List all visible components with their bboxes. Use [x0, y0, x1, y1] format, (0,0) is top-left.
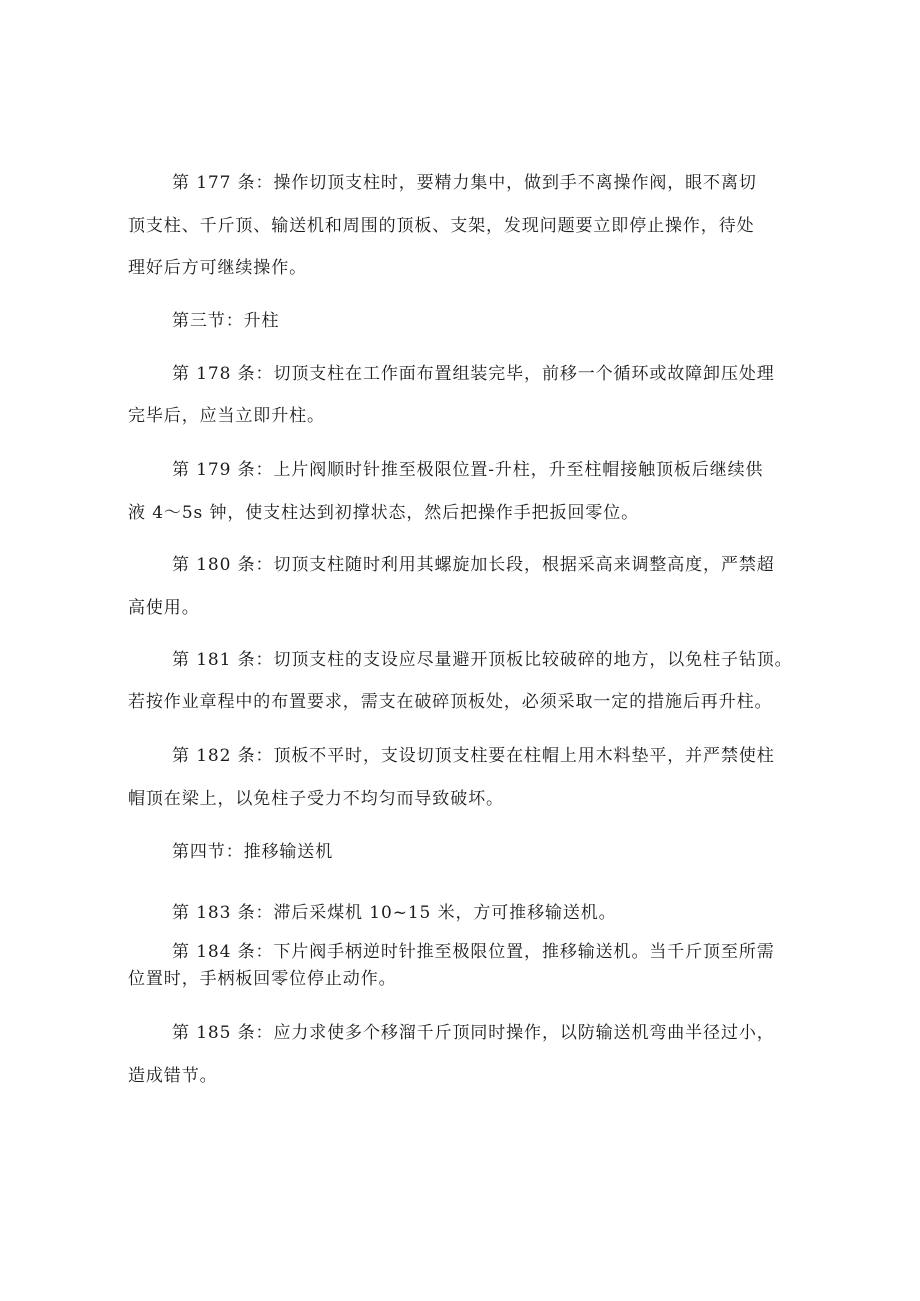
article-182-line-1: 第 182 条：顶板不平时，支设切顶支柱要在柱帽上用木料垫平，并严禁使柱 — [172, 746, 775, 766]
article-184-line-1: 第 184 条：下片阀手柄逆时针推至极限位置，推移输送机。当千斤顶至所需 — [172, 942, 775, 962]
article-180-line-1: 第 180 条：切顶支柱随时利用其螺旋加长段，根据采高来调整高度，严禁超 — [172, 555, 775, 575]
article-178-line-1: 第 178 条：切顶支柱在工作面布置组装完毕，前移一个循环或故障卸压处理 — [172, 364, 775, 384]
article-177-line-1: 第 177 条：操作切顶支柱时，要精力集中，做到手不离操作阀，眼不离切 — [172, 173, 757, 193]
article-179-line-1: 第 179 条：上片阀顺时针推至极限位置-升柱，升至柱帽接触顶板后继续供 — [172, 460, 764, 480]
article-179-line-2: 液 4～5s 钟，使支柱达到初撑状态，然后把操作手把扳回零位。 — [128, 503, 640, 523]
article-185-line-1: 第 185 条：应力求使多个移溜千斤顶同时操作，以防输送机弯曲半径过小， — [172, 1023, 775, 1043]
article-180-line-2: 高使用。 — [128, 598, 200, 618]
article-182-line-2: 帽顶在梁上，以免柱子受力不均匀而导致破坏。 — [128, 789, 504, 809]
article-181-line-2: 若按作业章程中的布置要求，需支在破碎顶板处，必须采取一定的措施后再升柱。 — [128, 692, 773, 712]
article-183-line-1: 第 183 条：滞后采煤机 10~15 米，方可推移输送机。 — [172, 903, 617, 923]
article-184-line-2: 位置时，手柄板回零位停止动作。 — [128, 969, 397, 989]
article-181-line-1: 第 181 条：切顶支柱的支设应尽量避开顶板比较破碎的地方，以免柱子钻顶。 — [172, 650, 793, 670]
article-177-line-2: 顶支柱、千斤顶、输送机和周围的顶板、支架，发现问题要立即停止操作，待处 — [128, 216, 755, 236]
article-185-line-2: 造成错节。 — [128, 1066, 218, 1086]
article-177-line-3: 理好后方可继续操作。 — [128, 258, 307, 278]
section-4-heading: 第四节：推移输送机 — [172, 842, 334, 862]
section-3-heading: 第三节：升柱 — [172, 311, 280, 331]
article-178-line-2: 完毕后，应当立即升柱。 — [128, 406, 325, 426]
